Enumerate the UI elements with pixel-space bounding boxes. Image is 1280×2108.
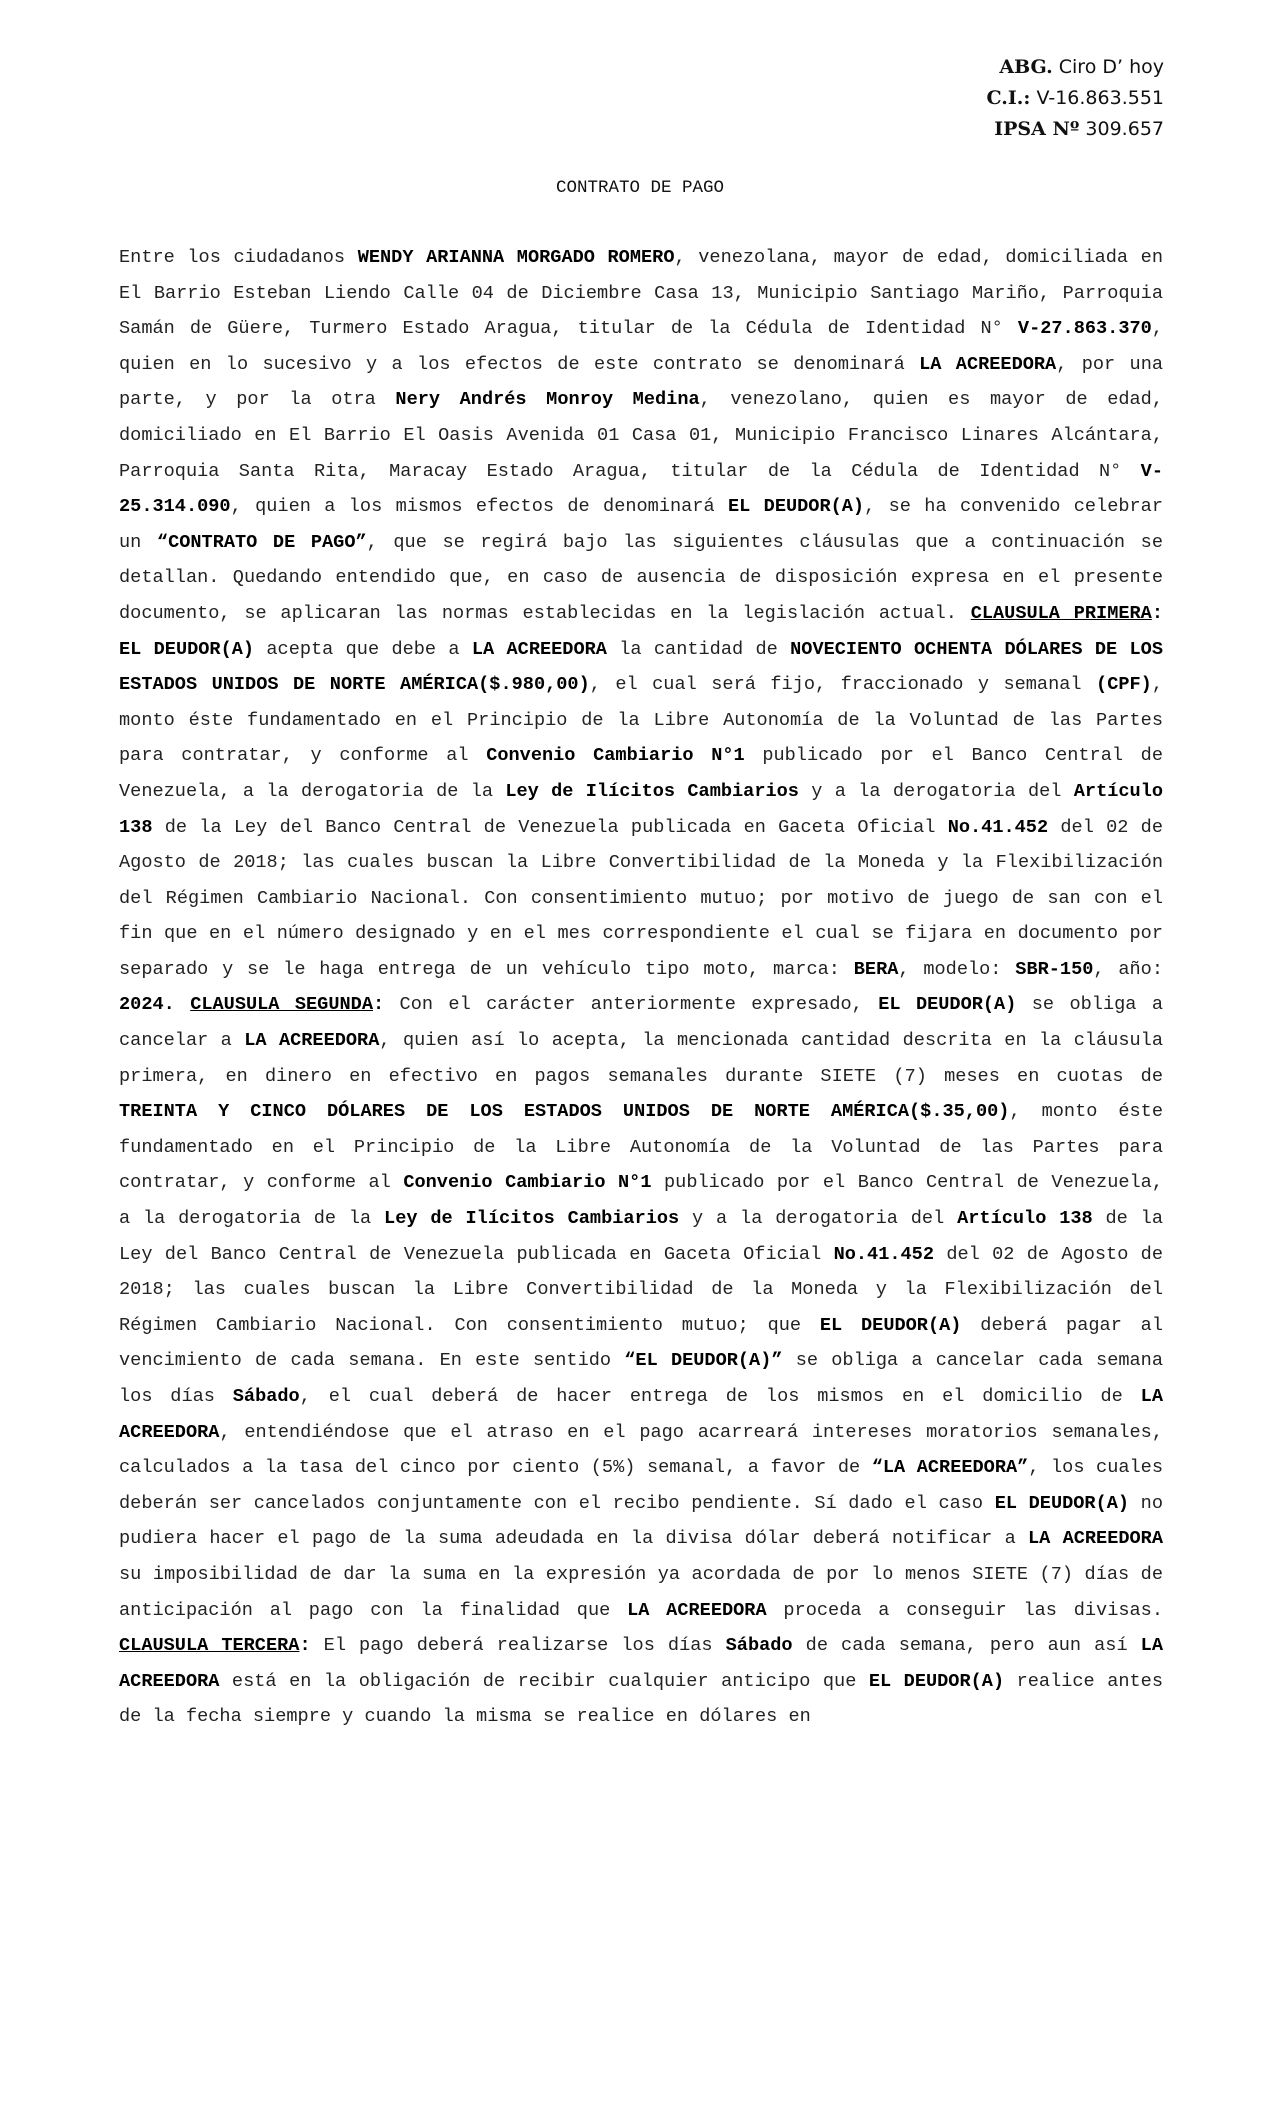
text-segment: , los cuales deberán ser cancelados conjuntamente con el recibo pendiente. Sí dado el caso [119, 1457, 1163, 1514]
bold-term: EL DEUDOR(A) [878, 994, 1017, 1016]
text-segment: del 02 de Agosto de 2018; las cuales buscan la Libre Convertibilidad de la Moneda y la Flexibilización del Régimen Cambiario Nacional. Con consentimiento mutuo; que [119, 1243, 1163, 1336]
bold-term: LA ACREEDORA [627, 1599, 767, 1621]
text-segment: deberá pagar al vencimiento de cada semana. En este sentido [119, 1314, 1163, 1372]
bold-term: No.41.452 [833, 1243, 935, 1265]
lawyer-header [904, 52, 1164, 145]
text-segment: , entendiéndose que el atraso en el pago acarreará intereses moratorios semanales, calculados a la tasa del cinco por ciento (5%) semanal, a favor de [119, 1421, 1163, 1479]
bold-term: LA ACREEDORA [119, 1635, 1163, 1692]
text-segment: su imposibilidad de dar la suma en la expresión ya acordada de por lo menos SIETE (7) días de anticipación al pago con la finalidad que [119, 1563, 1163, 1621]
text-segment: y a la derogatoria del [679, 1208, 958, 1230]
text-segment: , quien en lo sucesivo y a los efectos de este contrato se denominará [119, 318, 1163, 375]
bold-term: LA ACREEDORA [119, 1386, 1163, 1443]
text-segment: , por una parte, y por la otra [119, 353, 1164, 411]
text-segment: , el cual será fijo, fraccionado y semanal [589, 674, 1097, 696]
bold-term: V-27.863.370 [1017, 318, 1152, 340]
bold-term: WENDY ARIANNA MORGADO ROMERO [357, 247, 675, 268]
text-segment: , que se regirá bajo las siguientes cláusulas que a continuación se detallan. Quedando entendido que, en caso de ausencia de disposición expresa en el presente documento, se aplicaran las normas establecidas en la legislación actual. [119, 531, 1163, 624]
text-segment: acepta que debe a [254, 638, 472, 660]
bold-term: EL DEUDOR(A) [727, 496, 865, 518]
contract-body [119, 240, 1163, 1735]
bold-term: LA ACREEDORA [244, 1030, 380, 1052]
text-segment: , modelo: [898, 958, 1016, 980]
bold-term: 2024. [119, 994, 175, 1016]
text-segment: se obliga a cancelar a [119, 994, 1163, 1052]
clause-heading: CLAUSULA PRIMERA [970, 602, 1152, 624]
bold-term: “CONTRATO DE PAGO” [156, 531, 367, 553]
text-segment: está en la obligación de recibir cualquier anticipo que [219, 1670, 869, 1692]
bold-term: EL DEUDOR(A) [119, 638, 255, 660]
lawyer-id: V-16.863.551 [1036, 87, 1164, 109]
text-segment: , monto éste fundamentado en el Principio de la Libre Autonomía de la Voluntad de las Partes para contratar, y conforme al [119, 674, 1163, 767]
bold-term: Artículo 138 [119, 780, 1164, 838]
text-segment: Con el carácter anteriormente expresado, [399, 994, 879, 1016]
bold-term: V-25.314.090 [119, 460, 1163, 518]
lawyer-ipsa-line [904, 114, 1164, 145]
bold-term: : [372, 994, 400, 1016]
text-segment: publicado por el Banco Central de Venezuela, a la derogatoria de la [119, 1172, 1164, 1230]
text-segment: la cantidad de [606, 638, 791, 660]
text-segment: , quien así lo acepta, la mencionada cantidad descrita en la cláusula primera, en dinero en efectivo en pagos semanales durante SIETE (7) meses en cuotas de [119, 1030, 1163, 1087]
clause-heading: CLAUSULA SEGUNDA [190, 994, 373, 1016]
bold-term: Convenio Cambiario N°1 [403, 1172, 652, 1194]
text-segment: , venezolano, quien es mayor de edad, domiciliado en El Barrio El Oasis Avenida 01 Casa 01, Municipio Francisco Linares Alcántara, Parroquia Santa Rita, Maracay Estado Aragua, titular de la Cédula de Identidad N° [119, 389, 1164, 482]
bold-term: No.41.452 [947, 816, 1049, 838]
text-segment: , quien a los mismos efectos de denominará [230, 496, 728, 518]
text-segment: , año: [1093, 958, 1163, 980]
document-title: CONTRATO DE PAGO [555, 178, 725, 198]
text-segment: realice antes de la fecha siempre y cuando la misma se realice en dólares en [119, 1670, 1164, 1728]
text-segment: y a la derogatoria del [798, 780, 1074, 802]
bold-term: NOVECIENTO OCHENTA DÓLARES DE LOS ESTADOS UNIDOS DE NORTE AMÉRICA($.980,00) [119, 638, 1163, 696]
text-segment [175, 994, 190, 1015]
bold-term: “EL DEUDOR(A)” [624, 1350, 783, 1372]
bold-term: EL DEUDOR(A) [868, 1670, 1005, 1692]
lawyer-id-line [904, 83, 1164, 114]
lawyer-title-label: ABG. [999, 56, 1053, 78]
text-segment: , monto éste fundamentado en el Principio de la Libre Autonomía de la Voluntad de las Partes para contratar, y conforme al [119, 1101, 1163, 1194]
bold-term: Nery Andrés Monroy Medina [395, 389, 700, 411]
text-segment: no pudiera hacer el pago de la suma adeudada en la divisa dólar deberá notificar a [119, 1492, 1163, 1550]
lawyer-name-line [904, 52, 1164, 83]
bold-term: BERA [853, 958, 899, 980]
bold-term: Convenio Cambiario N°1 [486, 745, 745, 767]
bold-term: Ley de Ilícitos Cambiarios [505, 780, 799, 802]
bold-term: TREINTA Y CINCO DÓLARES DE LOS ESTADOS UNIDOS DE NORTE AMÉRICA($.35,00) [119, 1101, 1010, 1123]
bold-term: Sábado [725, 1635, 793, 1657]
lawyer-id-label: C.I.: [986, 87, 1031, 109]
clause-heading: CLAUSULA TERCERA [119, 1635, 300, 1657]
text-segment: Entre los ciudadanos [119, 247, 358, 268]
text-segment: proceda a conseguir las divisas. [766, 1599, 1163, 1621]
text-segment: de la Ley del Banco Central de Venezuela publicada en Gaceta Oficial [119, 1208, 1163, 1265]
bold-term: LA ACREEDORA [919, 353, 1057, 375]
bold-term: Artículo 138 [957, 1208, 1093, 1230]
text-segment: del 02 de Agosto de 2018; las cuales buscan la Libre Convertibilidad de la Moneda y la Flexibilización del Régimen Cambiario Nacional. Con consentimiento mutuo; por motivo de juego de san con el fin que en el número designado y en el mes correspondiente el cual se fijara en documento por separado y se le haga entrega de un vehículo tipo moto, marca: [119, 816, 1163, 980]
bold-term: (CPF) [1096, 674, 1152, 696]
text-segment: , el cual deberá de hacer entrega de los mismos en el domicilio de [299, 1386, 1141, 1407]
bold-term: : [1151, 602, 1164, 624]
lawyer-name: Ciro D’ hoy [1058, 56, 1164, 78]
text-segment: El pago deberá realizarse los días [323, 1635, 726, 1657]
bold-term: EL DEUDOR(A) [994, 1492, 1130, 1514]
text-segment: se obliga a cancelar cada semana los días [119, 1350, 1164, 1407]
text-segment: , se ha convenido celebrar un [119, 496, 1163, 553]
bold-term: SBR-150 [1015, 958, 1094, 980]
bold-term: Sábado [232, 1386, 300, 1407]
bold-term: LA ACREEDORA [471, 638, 607, 660]
bold-term: “LA ACREEDORA” [871, 1457, 1029, 1479]
bold-term: EL DEUDOR(A) [819, 1314, 962, 1336]
text-segment: de la Ley del Banco Central de Venezuela publicada en Gaceta Oficial [152, 816, 948, 838]
bold-term: : [299, 1635, 324, 1657]
lawyer-ipsa-label: IPSA Nº [994, 118, 1080, 140]
text-segment: publicado por el Banco Central de Venezuela, a la derogatoria de la [119, 745, 1163, 802]
lawyer-ipsa: 309.657 [1085, 118, 1164, 140]
text-segment: de cada semana, pero aun así [792, 1635, 1141, 1657]
bold-term: LA ACREEDORA [1028, 1528, 1163, 1550]
bold-term: Ley de Ilícitos Cambiarios [384, 1208, 680, 1230]
text-segment: , venezolana, mayor de edad, domiciliada en El Barrio Esteban Liendo Calle 04 de Diciembre Casa 13, Municipio Santiago Mariño, Parroquia Samán de Güere, Turmero Estado Aragua, titular de la Cédula de Identidad N° [119, 247, 1163, 340]
